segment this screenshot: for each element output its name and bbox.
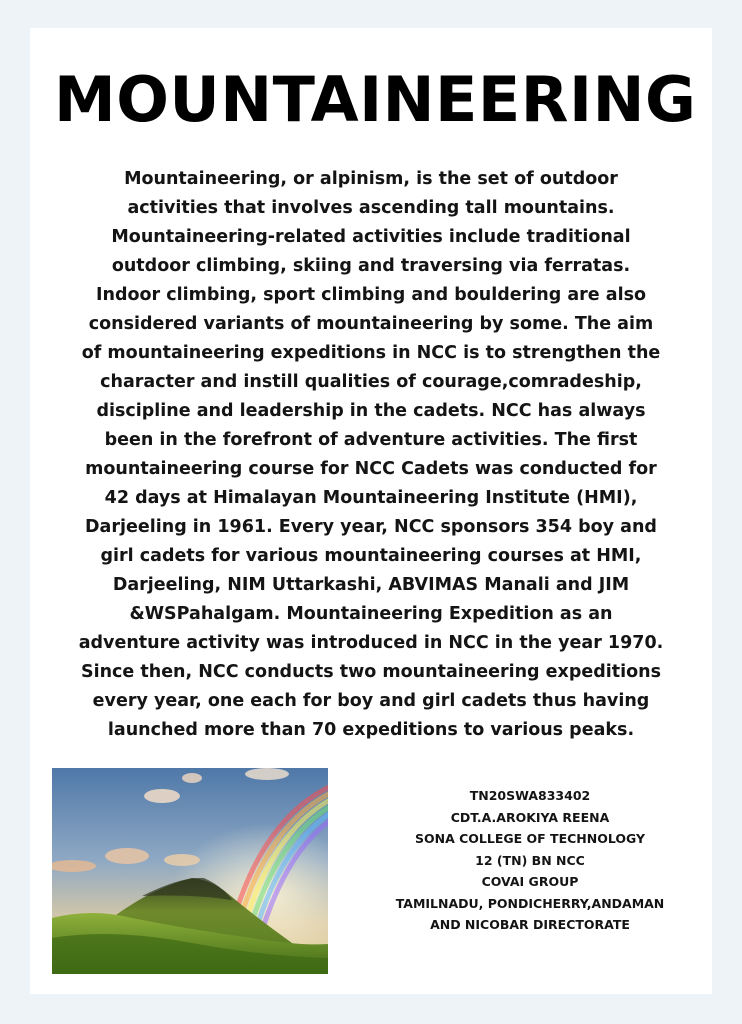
body-line: launched more than 70 expeditions to various peaks.	[107, 720, 635, 740]
body-line: Darjeeling in 1961. Every year, NCC sponsors 354 boy and	[85, 517, 657, 537]
credit-line: 12 (TN) BN NCC	[475, 852, 585, 868]
page-title: MOUNTAINEERING	[54, 63, 697, 136]
body-line: Since then, NCC conducts two mountaineering expeditions	[80, 662, 662, 682]
article-body	[44, 165, 698, 745]
body-line: outdoor climbing, skiing and traversing via ferratas.	[111, 256, 631, 276]
credit-line: COVAI GROUP	[481, 874, 579, 889]
body-line: activities that involves ascending tall mountains.	[127, 198, 615, 218]
body-line: mountaineering course for NCC Cadets was conducted for	[85, 459, 657, 479]
body-line: of mountaineering expeditions in NCC is to strengthen the	[81, 343, 661, 363]
credit-line: SONA COLLEGE OF TECHNOLOGY	[414, 831, 646, 846]
credit-line: TN20SWA833402	[469, 788, 591, 803]
body-line: been in the forefront of adventure activities. The first	[104, 430, 638, 450]
credit-line: AND NICOBAR DIRECTORATE	[430, 917, 630, 932]
body-line: considered variants of mountaineering by some. The aim	[88, 314, 654, 334]
body-line: discipline and leadership in the cadets. NCC has always	[96, 401, 646, 421]
body-line: every year, one each for boy and girl cadets thus having	[92, 691, 650, 711]
body-line: character and instill qualities of courage,comradeship,	[100, 372, 642, 392]
credit-line: CDT.A.AROKIYA REENA	[450, 809, 610, 825]
body-line: Darjeeling, NIM Uttarkashi, ABVIMAS Manali and JIM	[112, 575, 630, 595]
credit-line: TAMILNADU, PONDICHERRY,ANDAMAN	[395, 895, 665, 911]
body-line: 42 days at Himalayan Mountaineering Institute (HMI),	[104, 488, 638, 508]
body-line: adventure activity was introduced in NCC in the year 1970.	[78, 633, 664, 653]
body-line: Mountaineering, or alpinism, is the set of outdoor	[124, 169, 618, 189]
mountain-rainbow-photo	[52, 768, 328, 974]
body-line: Mountaineering-related activities include traditional	[111, 227, 631, 247]
cadet-credits	[370, 785, 690, 936]
body-line: &WSPahalgam. Mountaineering Expedition as an	[129, 604, 613, 624]
body-line: Indoor climbing, sport climbing and bouldering are also	[95, 285, 647, 305]
body-line: girl cadets for various mountaineering courses at HMI,	[100, 546, 642, 566]
poster-card	[30, 28, 712, 994]
